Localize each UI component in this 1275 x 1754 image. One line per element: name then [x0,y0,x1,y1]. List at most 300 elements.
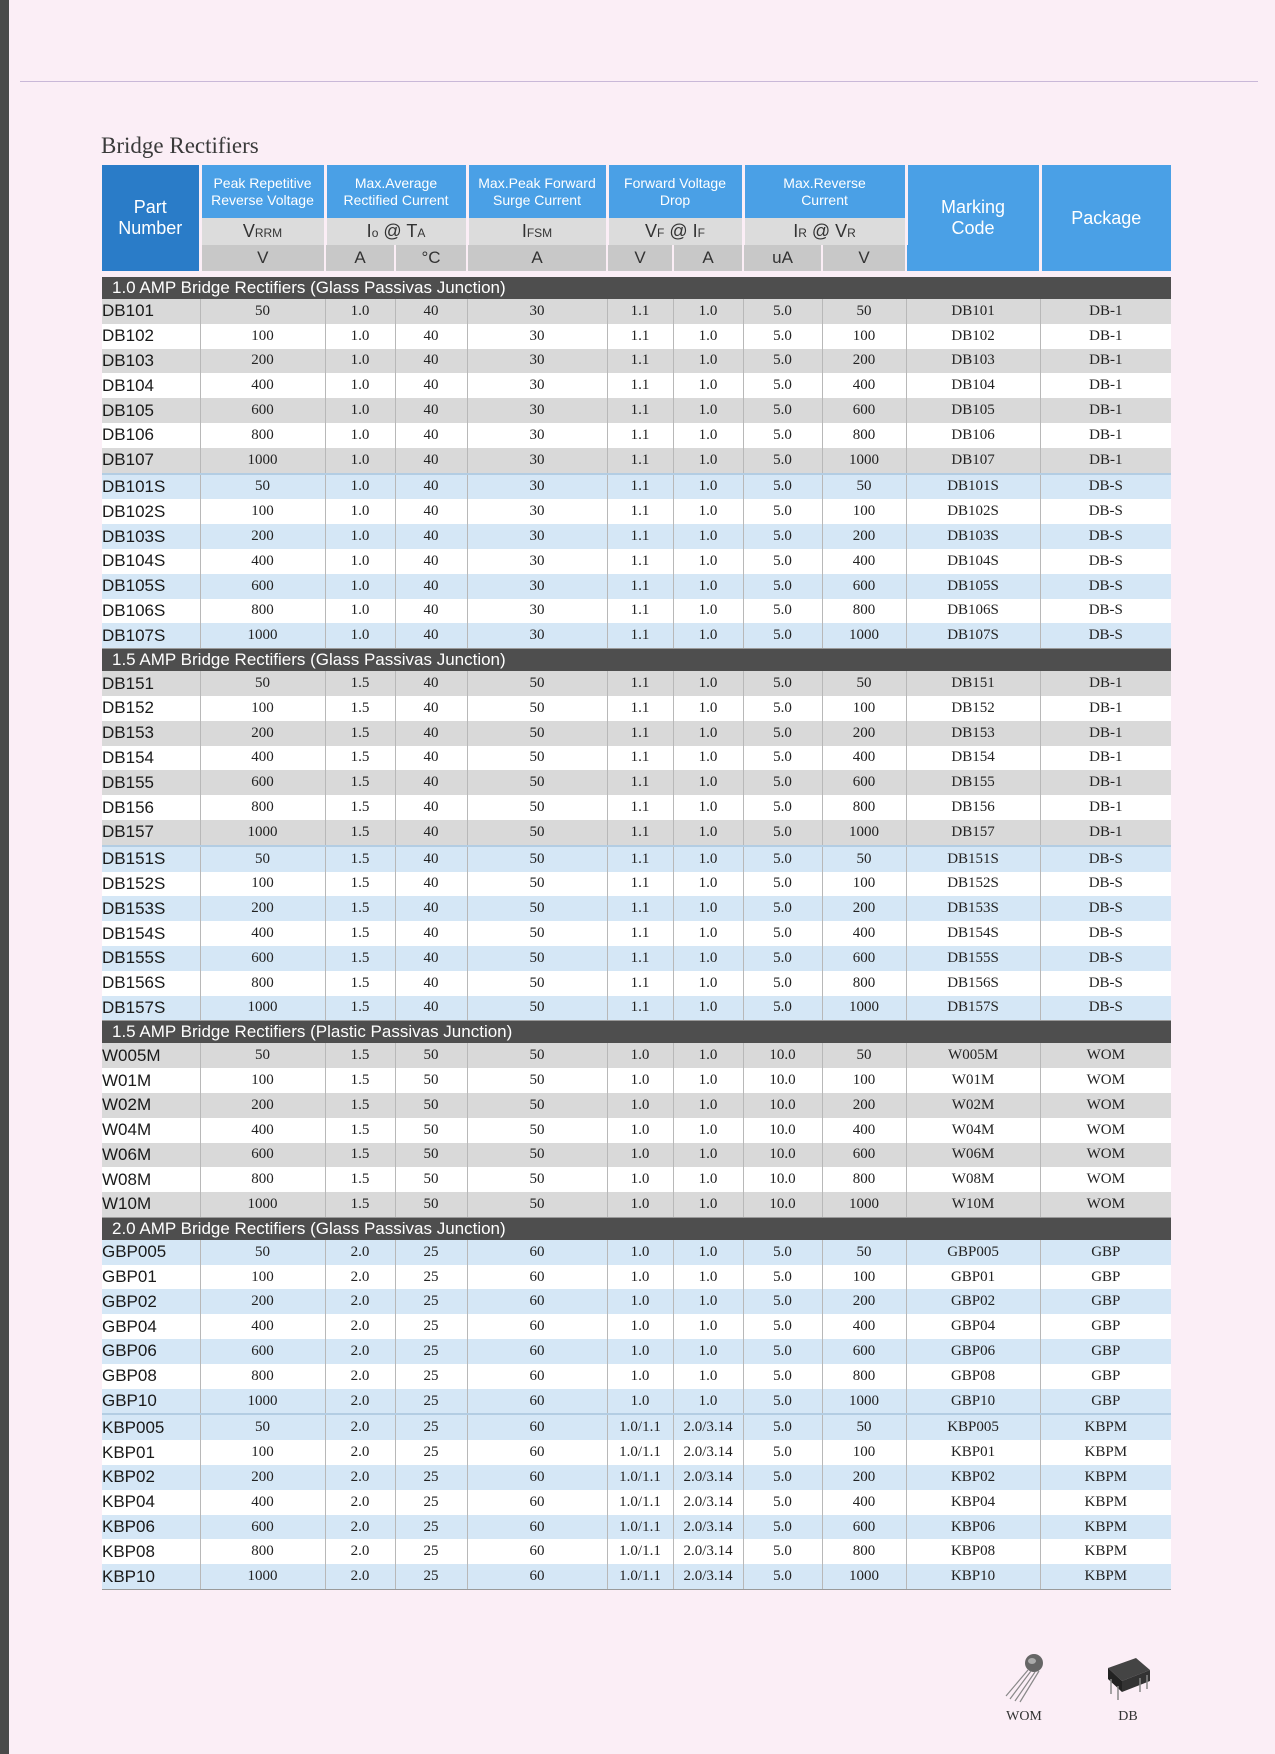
table-cell: 1000 [200,1192,325,1217]
table-cell: 10.0 [743,1167,822,1192]
table-cell: 1.0 [325,373,395,398]
table-cell: 1.0 [673,1068,743,1093]
part-number-cell: DB153S [102,896,200,921]
table-cell: 1.0 [607,1240,673,1265]
table-cell: 40 [395,599,467,624]
table-cell: 50 [822,1414,906,1440]
table-cell: 1.0 [325,349,395,374]
table-row [102,373,1171,398]
table-cell: 1.1 [607,474,673,500]
table-cell: 1.0 [673,671,743,696]
table-cell: 1000 [822,623,906,648]
table-cell: DB-1 [1040,770,1171,795]
table-cell: 800 [822,599,906,624]
table-cell: 50 [467,946,607,971]
table-cell: 50 [467,721,607,746]
table-cell: GBP01 [906,1265,1040,1290]
table-cell: 1000 [200,820,325,846]
table-cell: 1.5 [325,795,395,820]
table-cell: W06M [906,1143,1040,1168]
table-cell: 2.0/3.14 [673,1414,743,1440]
table-cell: 1.1 [607,599,673,624]
table-cell: 1.0 [673,1167,743,1192]
table-cell: 1.1 [607,846,673,872]
part-number-cell: KBP08 [102,1539,200,1564]
table-cell: 50 [467,671,607,696]
table-cell: 1.0 [673,448,743,474]
table-cell: 200 [200,896,325,921]
table-cell: DB-1 [1040,448,1171,474]
table-cell: 1.0 [607,1118,673,1143]
table-row [102,896,1171,921]
table-cell: 2.0 [325,1539,395,1564]
table-cell: 5.0 [743,1515,822,1540]
table-cell: 50 [467,1143,607,1168]
table-cell: 1.1 [607,423,673,448]
table-cell: 40 [395,872,467,897]
table-cell: 1.5 [325,770,395,795]
table-cell: DB-1 [1040,820,1171,846]
table-row [102,1465,1171,1490]
table-cell: KBPM [1040,1515,1171,1540]
table-row [102,1118,1171,1143]
table-cell: 100 [200,696,325,721]
part-number-cell: GBP10 [102,1389,200,1415]
part-number-cell: DB152S [102,872,200,897]
table-cell: 1.1 [607,872,673,897]
table-cell: 40 [395,299,467,324]
table-cell: 30 [467,549,607,574]
part-number-cell: DB153 [102,721,200,746]
part-number-cell: W08M [102,1167,200,1192]
table-cell: DB152 [906,696,1040,721]
table-cell: 1.0/1.1 [607,1440,673,1465]
table-row [102,671,1171,696]
table-cell: DB151 [906,671,1040,696]
part-number-cell: DB152 [102,696,200,721]
table-cell: 40 [395,398,467,423]
table-cell: DB-S [1040,921,1171,946]
table-cell: 5.0 [743,1465,822,1490]
table-cell: 100 [822,499,906,524]
table-cell: 40 [395,946,467,971]
table-cell: KBPM [1040,1440,1171,1465]
table-cell: 800 [200,599,325,624]
table-cell: 5.0 [743,599,822,624]
table-cell: KBP08 [906,1539,1040,1564]
part-number-cell: KBP10 [102,1564,200,1589]
table-cell: 1.5 [325,721,395,746]
table-cell: 400 [200,1314,325,1339]
table-cell: 5.0 [743,524,822,549]
table-cell: 5.0 [743,721,822,746]
table-row [102,423,1171,448]
table-cell: 5.0 [743,1289,822,1314]
table-cell: 1.1 [607,896,673,921]
table-cell: 800 [822,1364,906,1389]
table-cell: 30 [467,599,607,624]
table-cell: DB105 [906,398,1040,423]
table-cell: 30 [467,448,607,474]
table-cell: W005M [906,1043,1040,1068]
table-cell: 1.0 [607,1314,673,1339]
table-cell: DB-1 [1040,299,1171,324]
scan-left-edge [0,0,9,1754]
table-cell: 30 [467,423,607,448]
table-cell: 1.0 [673,349,743,374]
table-row [102,721,1171,746]
table-cell: 1.0 [607,1265,673,1290]
table-cell: 1.0 [673,795,743,820]
table-cell: 25 [395,1240,467,1265]
table-cell: 5.0 [743,299,822,324]
table-cell: 50 [395,1118,467,1143]
table-cell: 100 [822,1068,906,1093]
table-cell: 5.0 [743,448,822,474]
table-cell: 40 [395,896,467,921]
table-cell: 1.0 [673,1240,743,1265]
table-cell: KBPM [1040,1564,1171,1589]
table-cell: 1.5 [325,896,395,921]
table-cell: 1.1 [607,524,673,549]
table-cell: 40 [395,770,467,795]
part-number-cell: W02M [102,1093,200,1118]
part-number-cell: KBP06 [102,1515,200,1540]
table-cell: 800 [200,1539,325,1564]
table-cell: GBP02 [906,1289,1040,1314]
table-cell: DB-S [1040,474,1171,500]
table-row [102,1143,1171,1168]
ir-header: Max.Reverse Current [743,165,906,218]
table-cell: 60 [467,1289,607,1314]
table-row [102,1093,1171,1118]
table-row [102,795,1171,820]
table-cell: 600 [822,398,906,423]
table-cell: 1.0 [673,1093,743,1118]
table-cell: KBP06 [906,1515,1040,1540]
table-row [102,1289,1171,1314]
table-cell: 600 [822,1515,906,1540]
part-number-cell: DB104S [102,549,200,574]
table-cell: 1.1 [607,996,673,1021]
table-cell: 1.0 [673,696,743,721]
part-number-cell: GBP08 [102,1364,200,1389]
table-cell: 1.0 [325,448,395,474]
table-cell: 1000 [200,996,325,1021]
table-cell: DB-S [1040,549,1171,574]
table-cell: DB-S [1040,896,1171,921]
part-number-cell: W005M [102,1043,200,1068]
table-cell: DB-1 [1040,398,1171,423]
table-cell: 200 [822,1289,906,1314]
table-cell: 800 [200,971,325,996]
part-number-cell: KBP01 [102,1440,200,1465]
table-cell: WOM [1040,1118,1171,1143]
table-cell: 1.0 [607,1389,673,1415]
table-row [102,549,1171,574]
table-cell: DB152S [906,872,1040,897]
part-number-cell: GBP02 [102,1289,200,1314]
table-cell: WOM [1040,1143,1171,1168]
section-header [102,1021,1171,1044]
table-cell: 1.1 [607,721,673,746]
table-cell: 600 [200,398,325,423]
table-cell: 40 [395,474,467,500]
table-cell: 5.0 [743,398,822,423]
table-cell: 1.5 [325,696,395,721]
table-cell: GBP [1040,1289,1171,1314]
table-cell: DB-1 [1040,795,1171,820]
table-cell: 400 [200,1118,325,1143]
table-cell: 1.0 [607,1068,673,1093]
table-cell: 40 [395,373,467,398]
table-cell: 60 [467,1389,607,1415]
table-cell: W08M [906,1167,1040,1192]
table-cell: 25 [395,1490,467,1515]
table-cell: GBP [1040,1265,1171,1290]
table-cell: DB106 [906,423,1040,448]
table-cell: 50 [200,1240,325,1265]
table-cell: 100 [200,872,325,897]
top-rule [20,81,1258,82]
table-cell: 50 [395,1068,467,1093]
table-cell: 60 [467,1490,607,1515]
table-cell: KBPM [1040,1490,1171,1515]
table-cell: 50 [467,696,607,721]
part-number-cell: KBP02 [102,1465,200,1490]
table-cell: 10.0 [743,1068,822,1093]
table-cell: 200 [200,1289,325,1314]
table-cell: DB105S [906,574,1040,599]
ifsm-header: Max.Peak Forward Surge Current [467,165,607,218]
table-cell: 5.0 [743,1389,822,1415]
ir-symbol: IR @ VR [743,218,906,245]
table-cell: 1.0 [673,996,743,1021]
section-title: 1.0 AMP Bridge Rectifiers (Glass Passivas Junction) [102,277,1171,299]
table-cell: DB-1 [1040,349,1171,374]
table-cell: 50 [395,1093,467,1118]
table-cell: 1000 [822,996,906,1021]
table-row [102,1440,1171,1465]
table-cell: 5.0 [743,324,822,349]
table-cell: 400 [822,746,906,771]
table-cell: 600 [200,1339,325,1364]
part-number-cell: W04M [102,1118,200,1143]
table-cell: 25 [395,1414,467,1440]
table-cell: 1.0 [673,398,743,423]
table-cell: 1.5 [325,1143,395,1168]
table-cell: 2.0 [325,1289,395,1314]
table-row [102,1490,1171,1515]
table-cell: DB104S [906,549,1040,574]
section-title: 1.5 AMP Bridge Rectifiers (Glass Passivas Junction) [102,649,1171,672]
table-cell: 5.0 [743,770,822,795]
table-cell: 2.0 [325,1440,395,1465]
table-cell: 1.1 [607,770,673,795]
table-cell: 40 [395,423,467,448]
table-cell: DB-S [1040,971,1171,996]
package-header: Package [1040,165,1171,271]
table-cell: W02M [906,1093,1040,1118]
table-cell: 5.0 [743,820,822,846]
table-cell: 5.0 [743,423,822,448]
ta-unit: °C [395,245,467,271]
table-cell: 200 [822,721,906,746]
table-cell: 5.0 [743,971,822,996]
table-cell: 50 [200,474,325,500]
table-row [102,921,1171,946]
table-cell: 1.0 [607,1143,673,1168]
table-cell: 2.0/3.14 [673,1465,743,1490]
table-cell: 1.0 [607,1289,673,1314]
table-cell: 1.0 [325,623,395,648]
table-cell: 1.1 [607,574,673,599]
table-cell: 1.0 [673,549,743,574]
table-cell: 50 [200,846,325,872]
table-cell: 100 [200,324,325,349]
table-cell: 50 [467,1167,607,1192]
table-cell: DB-S [1040,599,1171,624]
table-cell: 1.0 [673,474,743,500]
table-row [102,349,1171,374]
table-cell: KBP04 [906,1490,1040,1515]
table-row [102,820,1171,846]
part-number-cell: DB155S [102,946,200,971]
table-cell: 60 [467,1515,607,1540]
ifsm-symbol: IFSM [467,218,607,245]
table-cell: DB107 [906,448,1040,474]
table-cell: 50 [467,1068,607,1093]
table-row [102,1389,1171,1415]
table-cell: 800 [822,795,906,820]
table-cell: 1.1 [607,373,673,398]
table-cell: 800 [200,1167,325,1192]
table-cell: 5.0 [743,746,822,771]
table-cell: DB-S [1040,499,1171,524]
db-package [1100,1650,1156,1725]
db-package-icon [1100,1650,1156,1704]
table-cell: 600 [200,770,325,795]
table-cell: 50 [467,846,607,872]
table-cell: 1.1 [607,921,673,946]
table-cell: 800 [200,1364,325,1389]
vf-symbol: VF @ IF [607,218,743,245]
table-cell: 40 [395,846,467,872]
table-cell: 1.5 [325,971,395,996]
table-cell: DB103S [906,524,1040,549]
table-cell: 1.0 [673,499,743,524]
table-cell: 400 [822,1314,906,1339]
table-cell: 30 [467,299,607,324]
table-cell: 1.0 [673,820,743,846]
table-row [102,1192,1171,1217]
part-number-cell: DB101S [102,474,200,500]
table-cell: 1.0 [607,1364,673,1389]
table-cell: 1.5 [325,1118,395,1143]
table-cell: 30 [467,349,607,374]
ifsm-unit: A [467,245,607,271]
table-cell: DB-1 [1040,423,1171,448]
table-cell: W01M [906,1068,1040,1093]
table-cell: 50 [467,1043,607,1068]
table-cell: 1.1 [607,549,673,574]
table-cell: 400 [822,921,906,946]
table-cell: 1.0 [325,574,395,599]
section-header [102,1217,1171,1240]
part-number-header: Part Number [102,165,200,271]
table-cell: 60 [467,1440,607,1465]
table-cell: DB104 [906,373,1040,398]
table-cell: 10.0 [743,1043,822,1068]
part-number-cell: DB151 [102,671,200,696]
table-cell: 2.0 [325,1515,395,1540]
table-cell: 1.0 [325,299,395,324]
table-row [102,846,1171,872]
table-cell: 2.0 [325,1314,395,1339]
table-cell: DB155S [906,946,1040,971]
part-number-cell: DB156S [102,971,200,996]
table-cell: 1.0 [673,1143,743,1168]
table-cell: 30 [467,398,607,423]
table-cell: 40 [395,721,467,746]
table-cell: 50 [200,299,325,324]
table-cell: 40 [395,746,467,771]
table-cell: DB-1 [1040,721,1171,746]
table-cell: 1.1 [607,820,673,846]
table-cell: 800 [822,1167,906,1192]
table-cell: 2.0 [325,1490,395,1515]
table-cell: 1.1 [607,696,673,721]
table-cell: 1.5 [325,1043,395,1068]
table-row [102,1314,1171,1339]
table-cell: 1000 [822,1192,906,1217]
vrrm-unit: V [200,245,325,271]
table-cell: WOM [1040,1093,1171,1118]
table-cell: DB101S [906,474,1040,500]
table-cell: 50 [395,1192,467,1217]
part-number-cell: W06M [102,1143,200,1168]
table-cell: 1.0/1.1 [607,1564,673,1589]
table-cell: 5.0 [743,623,822,648]
table-cell: 5.0 [743,574,822,599]
table-cell: DB-S [1040,846,1171,872]
table-cell: 400 [822,1118,906,1143]
table-cell: 1.0 [673,846,743,872]
table-cell: 1.1 [607,671,673,696]
table-cell: 100 [822,872,906,897]
table-cell: 1.0 [673,770,743,795]
table-cell: 1.0 [673,921,743,946]
table-cell: 1.0 [607,1339,673,1364]
table-row [102,474,1171,500]
table-cell: 5.0 [743,921,822,946]
table-cell: 200 [200,1465,325,1490]
table-cell: 50 [822,671,906,696]
table-cell: DB151S [906,846,1040,872]
table-cell: 1.0 [673,524,743,549]
part-number-cell: DB106S [102,599,200,624]
table-cell: 50 [395,1167,467,1192]
table-row [102,1564,1171,1589]
table-cell: 400 [200,746,325,771]
part-number-cell: GBP04 [102,1314,200,1339]
table-cell: WOM [1040,1068,1171,1093]
table-cell: 5.0 [743,1414,822,1440]
table-row [102,524,1171,549]
table-cell: 5.0 [743,1440,822,1465]
table-cell: 1.5 [325,921,395,946]
table-cell: 1.0 [325,549,395,574]
